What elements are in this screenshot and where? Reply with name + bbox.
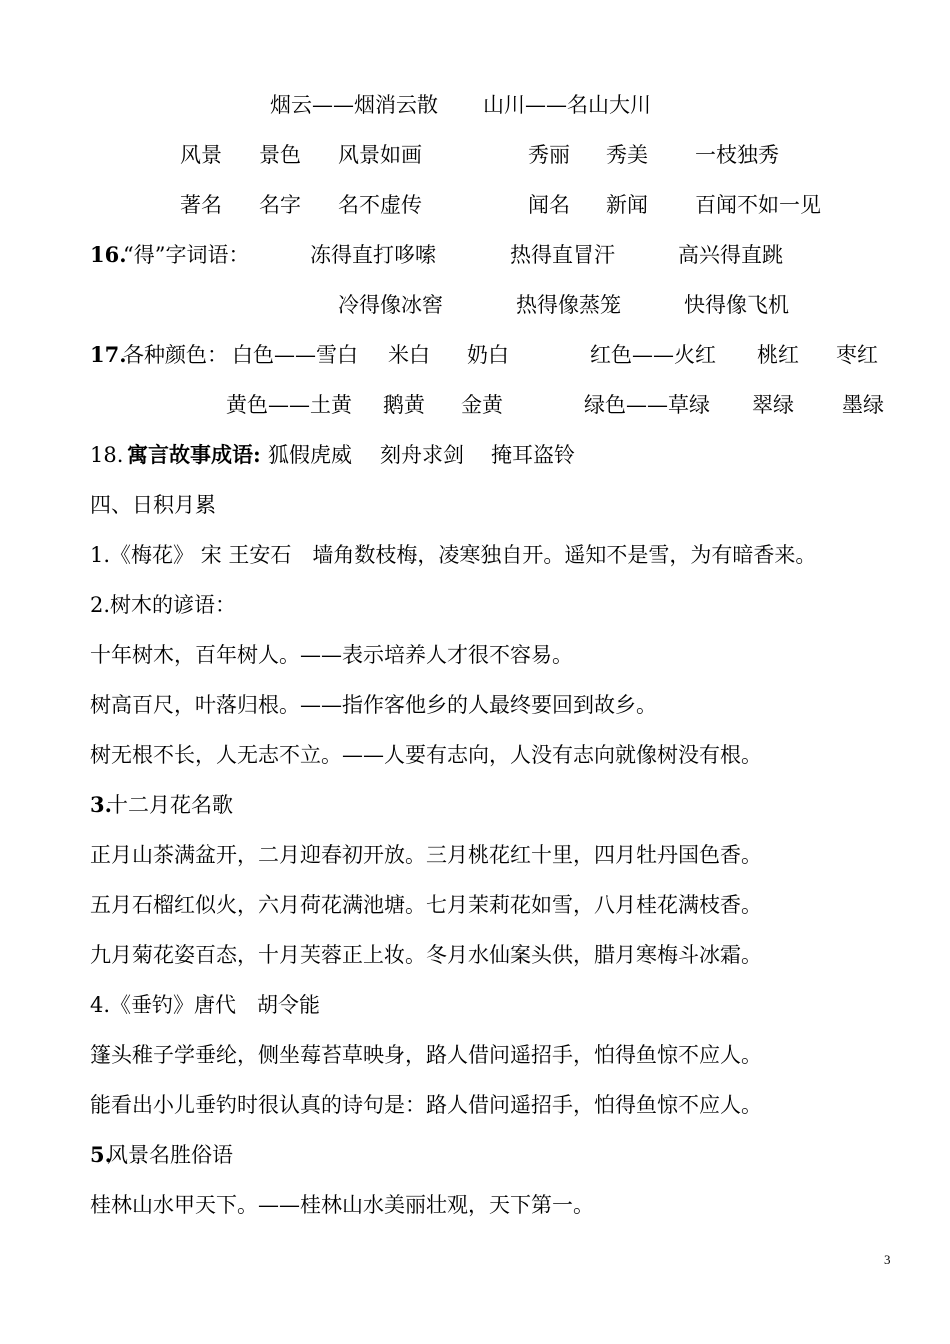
- proverb-line: 桂林山水甲天下。——桂林山水美丽壮观，天下第一。: [90, 1193, 594, 1217]
- word-item: 枣红: [836, 343, 878, 367]
- subheading: 2.树木的谚语：: [90, 593, 237, 617]
- word-item: 墨绿: [842, 393, 884, 417]
- word-item: 快得像飞机: [684, 293, 789, 317]
- word-item: 奶白: [467, 343, 509, 367]
- subheading: 风景名胜俗语: [107, 1143, 233, 1167]
- word-item: 刻舟求剑: [380, 443, 464, 467]
- subheading: 4.《垂钓》唐代 胡令能: [90, 993, 321, 1017]
- word-item: 桃红: [757, 343, 799, 367]
- word-item: 名字: [259, 193, 301, 217]
- poem-line: 1.《梅花》 宋 王安石 墙角数枝梅，凌寒独自开。遥知不是雪，为有暗香来。: [90, 543, 817, 567]
- word-item: 热得像蒸笼: [516, 293, 621, 317]
- item-number: 17.: [90, 342, 127, 367]
- word-item: 金黄: [461, 393, 503, 417]
- word-item: 高兴得直跳: [678, 243, 783, 267]
- word-item: 冷得像冰窖: [338, 293, 443, 317]
- item-number: 16.: [90, 242, 127, 267]
- word-item: 百闻不如一见: [695, 193, 821, 217]
- word-item: 狐假虎威: [268, 443, 352, 467]
- item-number: 5.: [90, 1142, 112, 1167]
- subheading: 十二月花名歌: [107, 793, 233, 817]
- word-item: 一枝独秀: [695, 143, 779, 167]
- page-number: 3: [884, 1252, 891, 1267]
- word-item: 白色——雪白: [232, 343, 358, 367]
- word-item: 热得直冒汗: [510, 243, 615, 267]
- word-item: 鹅黄: [383, 393, 425, 417]
- word-item: 著名: [180, 193, 222, 217]
- word-item: 秀美: [606, 143, 648, 167]
- proverb-line: 树高百尺，叶落归根。——指作客他乡的人最终要回到故乡。: [90, 693, 657, 717]
- word-item: 名不虚传: [338, 193, 422, 217]
- word-item: 山川——名山大川: [483, 93, 651, 117]
- word-item: 冻得直打哆嗦: [310, 243, 436, 267]
- item-number: 18.: [90, 443, 124, 467]
- word-item: 新闻: [606, 193, 648, 217]
- poem-line: 能看出小儿垂钓时很认真的诗句是：路人借问遥招手，怕得鱼惊不应人。: [90, 1093, 762, 1117]
- proverb-line: 十年树木，百年树人。——表示培养人才很不容易。: [90, 643, 573, 667]
- word-item: 风景: [180, 143, 222, 167]
- word-item: 景色: [259, 143, 301, 167]
- word-item: 黄色——土黄: [226, 393, 352, 417]
- word-item: 绿色——草绿: [584, 393, 710, 417]
- item-label: “得”字词语：: [123, 243, 250, 267]
- word-item: 掩耳盗铃: [491, 443, 575, 467]
- word-item: 米白: [388, 343, 430, 367]
- word-item: 风景如画: [338, 143, 422, 167]
- item-label: 各种颜色：: [123, 343, 228, 367]
- word-item: 翠绿: [752, 393, 794, 417]
- song-line: 九月菊花姿百态，十月芙蓉正上妆。冬月水仙案头供，腊月寒梅斗冰霜。: [90, 943, 762, 967]
- word-item: 红色——火红: [590, 343, 716, 367]
- item-label: 寓言故事成语:: [127, 442, 261, 467]
- poem-line: 篷头稚子学垂纶，侧坐莓苔草映身，路人借问遥招手，怕得鱼惊不应人。: [90, 1043, 762, 1067]
- item-number: 3.: [90, 792, 112, 817]
- section-heading: 四、日积月累: [90, 493, 216, 517]
- word-item: 闻名: [528, 193, 570, 217]
- proverb-line: 树无根不长，人无志不立。——人要有志向，人没有志向就像树没有根。: [90, 743, 762, 767]
- word-item: 烟云——烟消云散: [270, 93, 438, 117]
- song-line: 正月山茶满盆开，二月迎春初开放。三月桃花红十里，四月牡丹国色香。: [90, 843, 762, 867]
- word-item: 秀丽: [528, 143, 570, 167]
- song-line: 五月石榴红似火，六月荷花满池塘。七月茉莉花如雪，八月桂花满枝香。: [90, 893, 762, 917]
